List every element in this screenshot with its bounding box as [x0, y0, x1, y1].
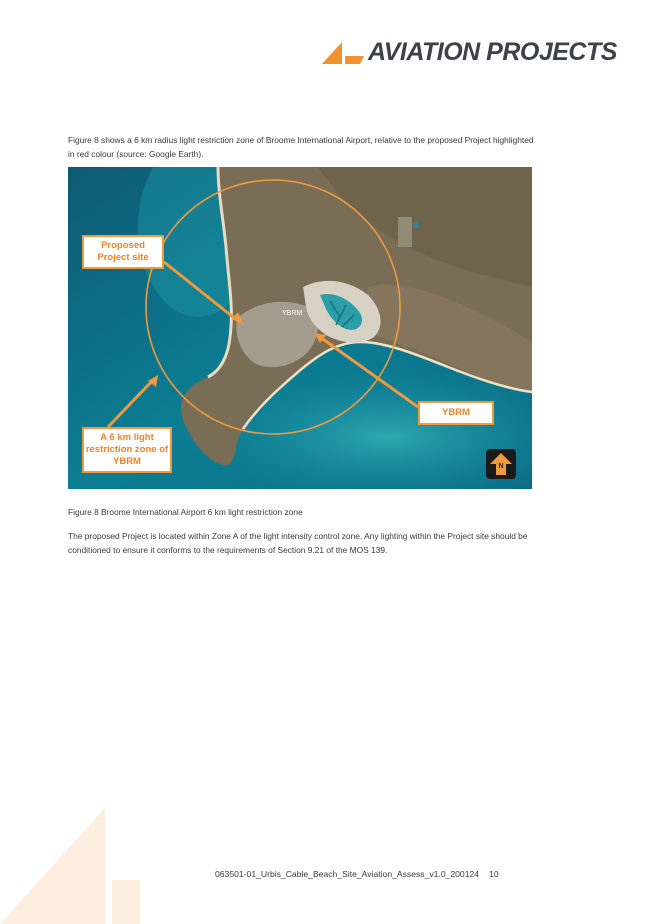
logo-text: AVIATION PROJECTS	[368, 38, 617, 66]
logo-mark-icon	[320, 40, 366, 66]
intro-paragraph: Figure 8 shows a 6 km radius light restriction zone of Broome International Airport, relative to the proposed Project highlighted in red colour (source: Google Earth).	[68, 135, 534, 159]
logo-watermark-icon	[0, 800, 140, 924]
light-zone-callout: A 6 km light restriction zone of YBRM	[82, 427, 172, 473]
page-number: 10	[489, 869, 499, 879]
company-logo	[320, 38, 620, 70]
proposed-project-callout: Proposed Project site	[82, 235, 164, 269]
north-indicator	[486, 449, 516, 479]
ybrm-map-label: YBRM	[282, 310, 303, 317]
ybrm-callout: YBRM	[418, 401, 494, 425]
document-id: 063501-01_Urbis_Cable_Beach_Site_Aviation_Assess_v1.0_200124	[215, 869, 480, 879]
figure-caption: Figure 8 Broome International Airport 6 km light restriction zone	[68, 507, 303, 517]
zone-paragraph: The proposed Project is located within Zone A of the light intensity control zone. Any lighting within the Project site should be conditioned to ensure it conforms to the requirements of Section 9.21 of the MOS 139.	[68, 531, 528, 555]
aerial-map-figure	[68, 167, 532, 489]
page-footer	[215, 869, 499, 879]
north-label: N	[498, 463, 504, 470]
